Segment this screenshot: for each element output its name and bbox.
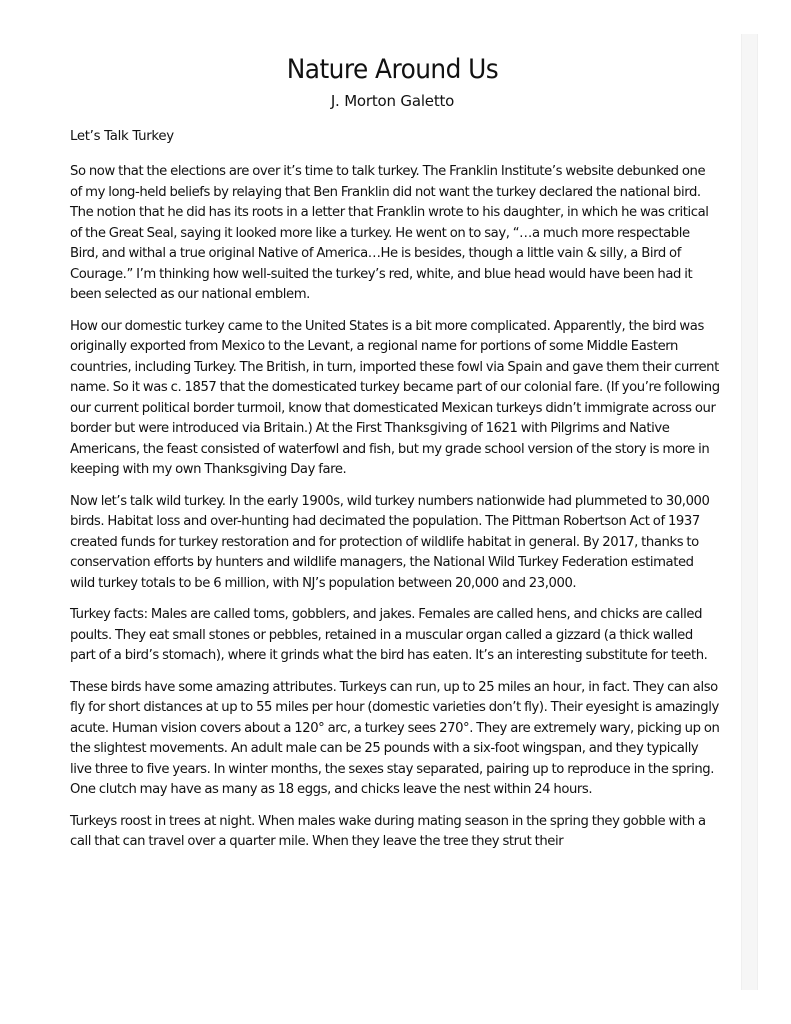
vertical-scrollbar[interactable] (741, 34, 758, 990)
paragraph-3: Now let’s talk wild turkey. In the early 1900s, wild turkey numbers nationwide had plummeted to 30,000 birds. Habitat loss and over-hunting had decimated the population. The Pittman Robertson Act of 1937 created funds for turkey restoration and for protection of wildlife habitat in general. By 2017, thanks to conservation efforts by hunters and wildlife managers, the National Wild Turkey Federation estimated wild turkey totals to be 6 million, with NJ’s population between 20,000 and 23,000. (70, 493, 710, 591)
paragraph-2: How our domestic turkey came to the United States is a bit more complicated. Apparently, the bird was originally exported from Mexico to the Levant, a regional name for portions of some Middle Eastern countries, including Turkey. The British, in turn, imported these fowl via Spain and gave them their current name. So it was c. 1857 that the domesticated turkey became part of our colonial fare. (If you’re following our current political border turmoil, know that domesticated Mexican turkeys didn’t immigrate across our border but were introduced via Britain.) At the First Thanksgiving of 1621 with Pilgrims and Native Americans, the feast consisted of waterfowl and fish, but my grade school version of the story is more in keeping with my own Thanksgiving Day fare. (70, 318, 720, 477)
paragraph-1: So now that the elections are over it’s time to talk turkey. The Franklin Institute’s website debunked one of my long-held beliefs by relaying that Ben Franklin did not want the turkey declared the national bird. The notion that he did has its roots in a letter that Franklin wrote to his daughter, in which he was critical of the Great Seal, saying it looked more like a turkey. He went on to say, “…a much more respectable Bird, and withal a true original Native of America…He is besides, though a little vain & silly, a Bird of Courage.” I’m thinking how well-suited the turkey’s red, white, and blue head would have been had it been selected as our national emblem. (70, 164, 709, 302)
document-author: J. Morton Galetto (330, 92, 455, 110)
paragraph-5: These birds have some amazing attributes. Turkeys can run, up to 25 miles an hour, in fact. They can also fly for short distances at up to 55 miles per hour (domestic varieties don’t fly). Their eyesight is amazingly acute. Human vision covers about a 120° arc, a turkey sees 270°. They are extremely wary, picking up on the slightest movements. An adult male can be 25 pounds with a six-foot wingspan, and they typically live three to five years. In winter months, the sexes stay separated, pairing up to reproduce in the spring. One clutch may have as many as 18 eggs, and chicks leave the nest within 24 hours. (70, 679, 720, 797)
article-body (70, 162, 720, 864)
paragraph-4: Turkey facts: Males are called toms, gobblers, and jakes. Females are called hens, and chicks are called poults. They eat small stones or pebbles, retained in a muscular organ called a gizzard (a thick walled part of a bird’s stomach), where it grinds what the bird has eaten. It’s an interesting substitute for teeth. (70, 607, 708, 663)
paragraph-6: Turkeys roost in trees at night. When males wake during mating season in the spring they gobble with a call that can travel over a quarter mile. When they leave the tree they strut their (70, 813, 706, 849)
document-title: Nature Around Us (286, 54, 499, 85)
article-heading: Let’s Talk Turkey (70, 129, 174, 144)
